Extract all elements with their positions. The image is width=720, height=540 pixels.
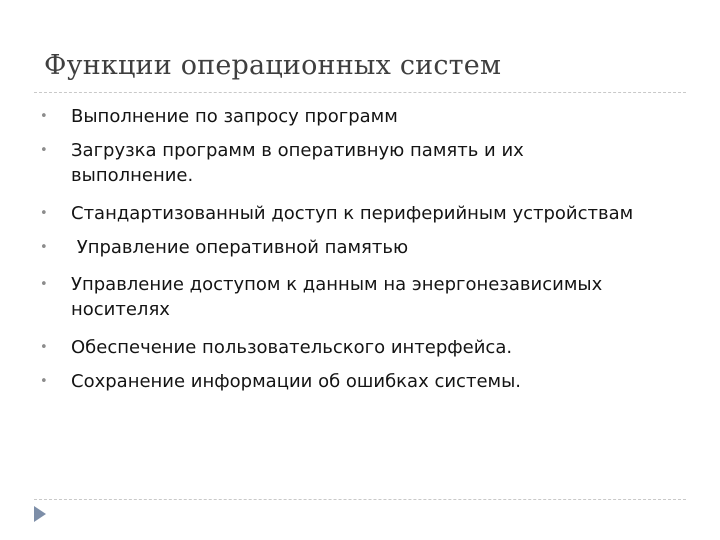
bullet-text: Загрузка программ в оперативную память и их выполнение.	[71, 140, 524, 186]
bullet-dot-icon: •	[40, 143, 48, 158]
bullet-dot-icon: •	[40, 206, 48, 221]
bullet-dot-icon: •	[40, 340, 48, 355]
footer-divider	[34, 499, 686, 500]
bullet-text: Сохранение информации об ошибках системы.	[71, 371, 522, 392]
slide-title: Функции операционных систем	[44, 50, 502, 81]
play-triangle-icon[interactable]	[33, 505, 47, 523]
bullet-dot-icon: •	[40, 277, 48, 292]
bullet-text: Управление доступом к данным на энергонезависимых носителях	[71, 274, 603, 320]
bullet-text: Обеспечение пользовательского интерфейса.	[71, 337, 513, 358]
bullet-dot-icon: •	[40, 240, 48, 255]
bullet-text: Управление оперативной памятью	[71, 237, 409, 258]
bullet-dot-icon: •	[40, 374, 48, 389]
bullet-text: Стандартизованный доступ к периферийным устройствам	[71, 203, 634, 224]
bullet-dot-icon: •	[40, 109, 48, 124]
bullet-text: Выполнение по запросу программ	[71, 106, 398, 127]
